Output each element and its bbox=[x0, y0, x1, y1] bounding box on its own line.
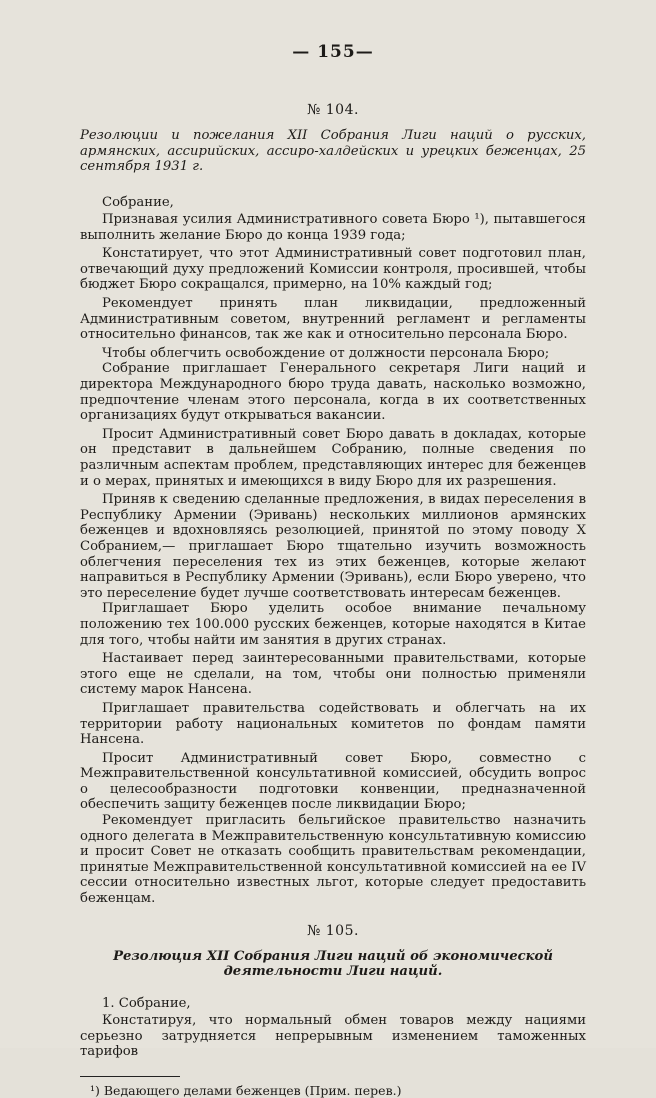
document-title: Резолюция XII Собрания Лиги наций об экономической деятельности Лиги наций. bbox=[113, 948, 553, 980]
paragraph: Признавая усилия Административного совета Бюро ¹), пытавшегося выполнить желание Бюро до конца 1939 года; bbox=[80, 212, 586, 243]
document-title: Резолюции и пожелания XII Собрания Лиги наций о русских, армянских, ассирийских, ассиро-халдейских и урецких беженцах, 25 сентября 1931 г. bbox=[80, 128, 586, 174]
paragraph: Настаивает перед заинтересованными правительствами, которые этого еще не сделали, на том, чтобы они полностью применяли систему марок Нансена. bbox=[80, 651, 586, 698]
paragraph: Просит Административный совет Бюро, совместно с Межправительственной консультативной комиссией, обсудить вопрос о целесообразности подготовки конвенции, предназначенной обеспечить защиту беженцев после ликвидации Бюро; bbox=[80, 750, 586, 813]
paragraph: Рекомендует пригласить бельгийское правительство назначить одного делегата в Межправительственную консультативную комиссию и просит Совет не отказать сообщить правительствам рекомендации, принятые Межправительственной консультативной комиссией на ее IV сессии относительно известных льгот, которые следует предоставить беженцам. bbox=[80, 813, 586, 907]
paragraph: Констатирует, что этот Административный совет подготовил план, отвечающий духу предложений Комиссии контроля, просившей, чтобы бюджет Бюро сокращался, примерно, на 10% каждый год; bbox=[80, 246, 586, 293]
paragraph: Приняв к сведению сделанные предложения, в видах переселения в Республику Армении (Эривань) нескольких миллионов армянских беженцев и вдохновляясь резолюцией, принятой по этому поводу X Собранием,— приглашает Бюро тщательно изучить возможность облегчения переселения тех из этих беженцев, которые желают направиться в Республику Армении (Эривань), если Бюро уверено, что это переселение будет лучше соответствовать интересам беженцев. bbox=[80, 492, 586, 601]
page-number: — 155— bbox=[292, 42, 374, 62]
paragraph: Констатируя, что нормальный обмен товаров между нациями серьезно затрудняется непрерывным изменением таможенных тарифов bbox=[80, 1013, 586, 1060]
paragraph: Чтобы облегчить освобождение от должности персонала Бюро; bbox=[102, 345, 550, 361]
paragraph: Приглашает Бюро уделить особое внимание печальному положению тех 100.000 русских беженцев, которые находятся в Китае для того, чтобы найти им занятия в других странах. bbox=[80, 601, 586, 648]
document-number: № 104. bbox=[307, 102, 359, 118]
section-104 bbox=[80, 102, 586, 907]
section-105 bbox=[80, 923, 586, 1060]
paragraph: Приглашает правительства содействовать и облегчать на их территории работу национальных комитетов по фондам памяти Нансена. bbox=[80, 700, 586, 748]
footnote: ¹) Ведающего делами беженцев (Прим. перев.) bbox=[90, 1083, 402, 1098]
paragraph: Собрание приглашает Генерального секретаря Лиги наций и директора Международного бюро труда давать, насколько возможно, предпочтение членам этого персонала, когда в их соответственных организациях будут открываться вакансии. bbox=[80, 361, 586, 424]
paragraph: Собрание, bbox=[102, 194, 174, 210]
paragraph: 1. Собрание, bbox=[102, 995, 191, 1011]
paragraph: Просит Административный совет Бюро давать в докладах, которые он представит в дальнейшем Собранию, полные сведения по различным аспектам проблем, представляющих интерес для беженцев и о мерах, принятых и имеющихся в виду Бюро для их разрешения. bbox=[80, 426, 586, 489]
footnote-divider bbox=[80, 1076, 180, 1077]
paragraph: Рекомендует принять план ликвидации, предложенный Административным советом, внутренний регламент и регламенты относительно финансов, так же как и относительно персонала Бюро. bbox=[80, 296, 586, 343]
document-number: № 105. bbox=[307, 922, 359, 939]
